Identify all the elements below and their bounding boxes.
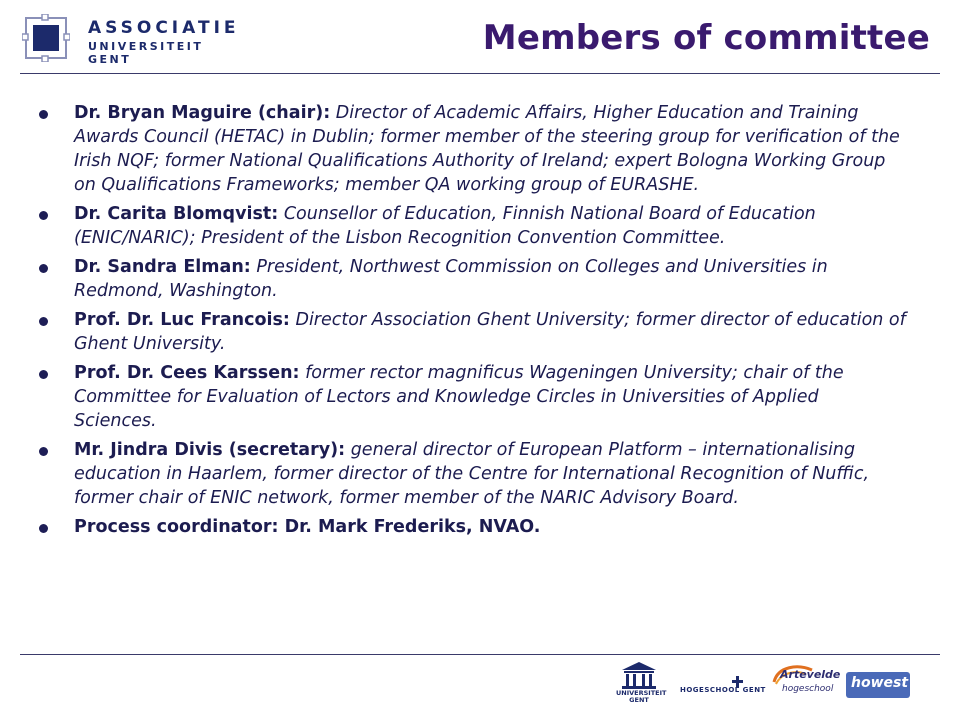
list-item	[36, 361, 906, 433]
list-item	[36, 308, 906, 356]
ugent-logo-text: UNIVERSITEIT GENT	[616, 689, 667, 704]
list-item	[36, 101, 906, 197]
hogent-logo	[680, 676, 766, 700]
header-divider	[20, 73, 940, 74]
member-name: Dr. Sandra Elman:	[74, 257, 251, 277]
associatie-logo-mark	[22, 14, 70, 62]
member-name: Dr. Carita Blomqvist:	[74, 204, 279, 224]
member-name: Mr. Jindra Divis (secretary):	[74, 440, 346, 460]
bullet-icon	[39, 264, 48, 273]
bullet-icon	[39, 447, 48, 456]
list-item	[36, 202, 906, 250]
bullet-icon	[39, 317, 48, 326]
list-item	[36, 515, 906, 539]
bullet-icon	[39, 370, 48, 379]
process-coordinator: Process coordinator: Dr. Mark Frederiks, NVAO.	[74, 517, 541, 537]
howest-logo	[846, 672, 910, 698]
member-name: Prof. Dr. Cees Karssen:	[74, 363, 300, 383]
logo-text-associatie: ASSOCIATIE	[88, 18, 240, 38]
member-name: Dr. Bryan Maguire (chair):	[74, 103, 331, 123]
artevelde-logo-text: Artevelde	[780, 668, 841, 681]
page-title: Members of committee	[482, 18, 930, 58]
list-item	[36, 255, 906, 303]
howest-logo-text: howest	[851, 675, 909, 691]
list-item	[36, 438, 906, 510]
member-description: Counsellor of Education, Finnish National Board of Education (ENIC/NARIC); President of the Lisbon Recognition Convention Committee.	[74, 204, 816, 248]
artevelde-logo	[768, 662, 840, 706]
committee-member-list	[36, 101, 906, 544]
member-description: Director Association Ghent University; former director of education of Ghent University.	[74, 310, 906, 354]
member-description: President, Northwest Commission on Colleges and Universities in Redmond, Washington.	[74, 257, 828, 301]
bullet-icon	[39, 110, 48, 119]
member-description: Director of Academic Affairs, Higher Education and Training Awards Council (HETAC) in Dublin; former member of the steering group for verification of the Irish NQF; former National Qualifications Authority of Ireland; expert Bologna Working Group on Qualifications Frameworks; member QA working group of EURASHE.	[74, 103, 900, 195]
associatie-logo	[22, 14, 242, 64]
member-description: general director of European Platform – internationalising education in Haarlem, former director of the Centre for International Recognition of Nuffic, former chair of ENIC network, former member of the NARIC Advisory Board.	[74, 440, 870, 508]
artevelde-logo-subtext: hogeschool	[782, 684, 834, 694]
member-description: former rector magnificus Wageningen University; chair of the Committee for Evaluation of Lectors and Knowledge Circles in Universities of Applied Sciences.	[74, 363, 844, 431]
member-name: Prof. Dr. Luc Francois:	[74, 310, 290, 330]
bullet-icon	[39, 211, 48, 220]
hogent-logo-text: HOGESCHOOL GENT	[680, 686, 766, 694]
footer-divider	[20, 654, 940, 655]
university-building-icon	[616, 660, 662, 690]
bullet-icon	[39, 524, 48, 533]
logo-text-university: UNIVERSITEIT GENT	[88, 40, 204, 66]
ugent-logo	[616, 660, 667, 708]
